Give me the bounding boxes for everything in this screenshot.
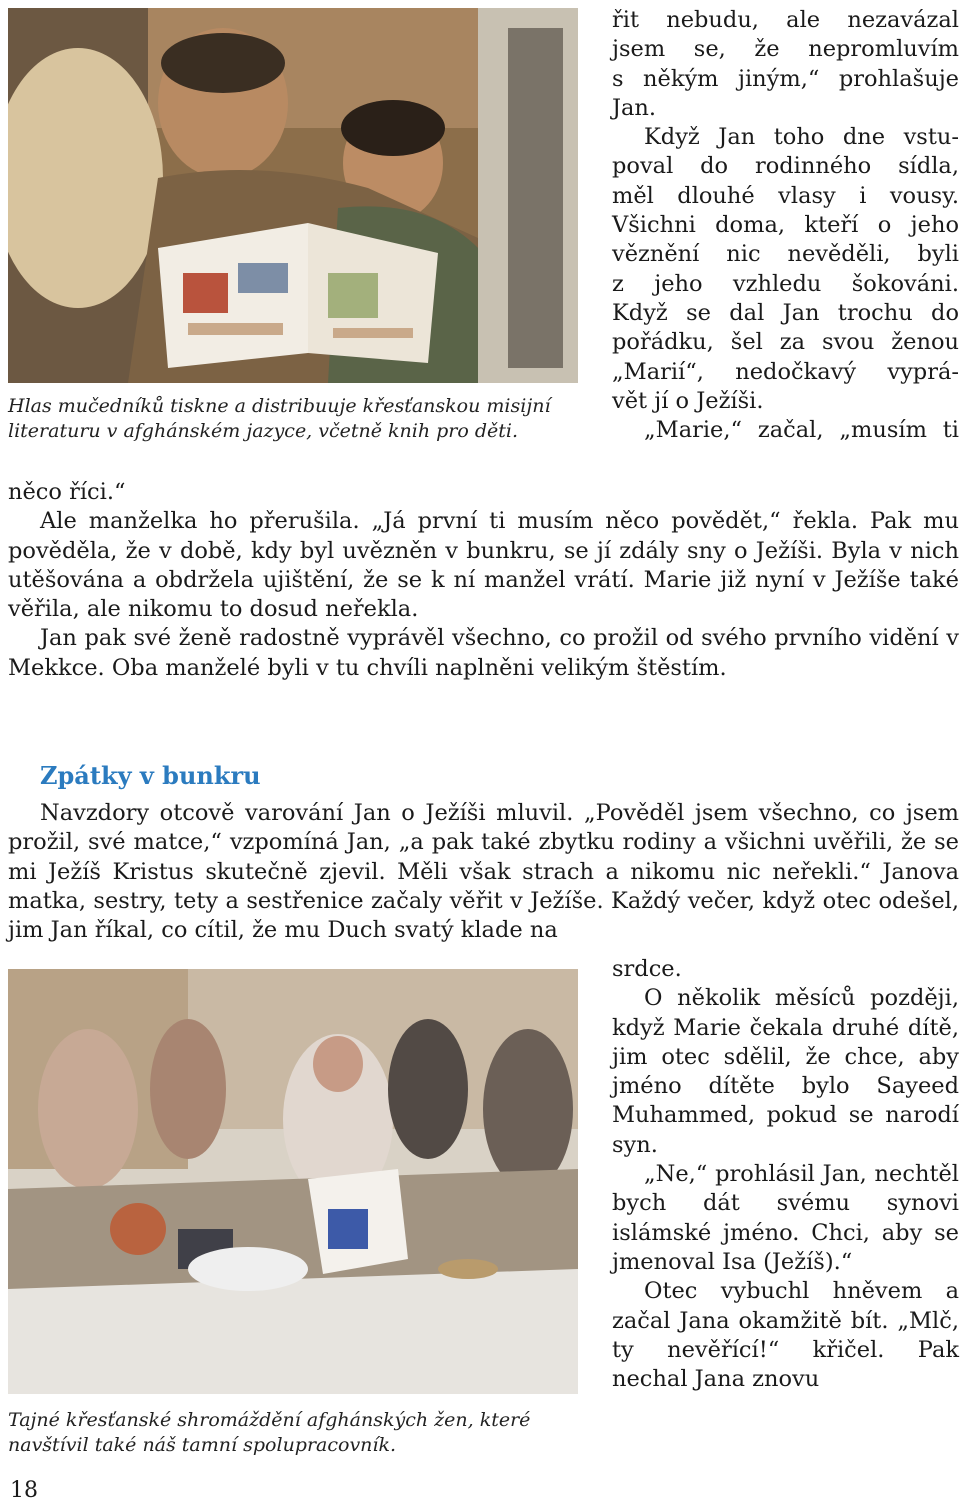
section-heading: Zpátky v bunkru <box>40 761 261 790</box>
paragraph: Navzdory otcově varování Jan o Ježíši mluvil. „Pověděl jsem všechno, co jsem prožil, své matce,“ vzpomíná Jan, „a pak také zbytku rodiny a všichni uvěřili, že se mi Ježíš Kristus skutečně zjevil. Měli však strach a nikomu nic neřekli.“ Janova matka, sestry, tety a sestřenice začaly věřit v Ježíše. Každý večer, když otec odešel, jim Jan říkal, co cítil, že mu Duch svatý klade na <box>8 800 959 944</box>
photo-children-reading <box>8 8 578 383</box>
col-line: řit nebudu, ale nezavázal <box>612 7 959 33</box>
photo-children-caption: Hlas mučedníků tiskne a distribuuje křesťanskou misijní literaturu v afghánském jazyce, včetně knih pro děti. <box>8 395 551 442</box>
paragraph: Jan pak své ženě radostně vyprávěl všechno, co prožil od svého prvního vidění v Mekkce. Oba manželé byli v tu chvíli naplněni velikým štěstím. <box>8 625 959 681</box>
paragraph: Ale manželka ho přerušila. „Já první ti musím něco povědět,“ řekla. Pak mu pověděla, že v době, kdy byl uvězněn v bunkru, se jí zdály sny o Ježíši. Byla v nich utěšována a obdržela ujištění, že se k ní manžel vrátí. Marie již nyní v Ježíše také věřila, ale nikomu to dosud neřekla. <box>8 508 959 623</box>
col-line: jsem se, že nepromluvím <box>612 36 959 63</box>
paragraph: Otec vybuchl hněvem a začal Jana okamžitě bít. „Mlč, ty nevěřící!“ křičel. Pak nechal Jana znovu <box>612 1278 959 1393</box>
paragraph: „Ne,“ prohlásil Jan, nechtěl bych dát svému synovi islámské jméno. Chci, aby se jmenoval Isa (Ježíš).“ <box>612 1161 959 1275</box>
photo-women-gathering <box>8 969 578 1394</box>
col-line: věznění nic nevěděli, byli <box>612 241 959 268</box>
paragraph: O několik měsíců později, když Marie čekala druhé dítě, jim otec sdělil, že chce, aby jméno dítěte bylo Sayeed Muhammed, pokud se narodí syn. <box>612 985 959 1158</box>
col-line: pořádku, šel za svou ženou <box>612 329 959 356</box>
col-line: poval do rodinného sídla, <box>612 153 959 180</box>
col-line: měl dlouhé vlasy i vousy. <box>612 182 959 209</box>
paragraph: něco říci.“ <box>8 479 126 505</box>
right-column-text-top <box>612 6 959 445</box>
col-line: vět jí o Ježíši. <box>612 387 764 414</box>
photo-women-caption: Tajné křesťanské shromáždění afghánských žen, které navštívil také náš tamní spolupracovník. <box>8 1409 531 1456</box>
col-line: s někým jiným,“ prohlašuje <box>612 65 959 92</box>
col-line: Jan. <box>612 94 657 121</box>
page-number: 18 <box>10 1478 38 1503</box>
col-line: Když Jan toho dne vstu- <box>644 124 959 151</box>
right-column-text-bottom <box>612 955 959 1394</box>
col-line: Když se dal Jan trochu do <box>612 299 959 326</box>
wide-text-block-1 <box>8 478 959 683</box>
col-line: z jeho vzhledu šokováni. <box>612 270 959 297</box>
col-line: Všichni doma, kteří o jeho <box>612 212 959 239</box>
wide-text-block-2 <box>8 799 959 945</box>
col-line: „Marií“, nedočkavý vyprá- <box>612 358 959 385</box>
paragraph: srdce. <box>612 956 682 982</box>
col-line: „Marie,“ začal, „musím ti <box>644 417 959 444</box>
